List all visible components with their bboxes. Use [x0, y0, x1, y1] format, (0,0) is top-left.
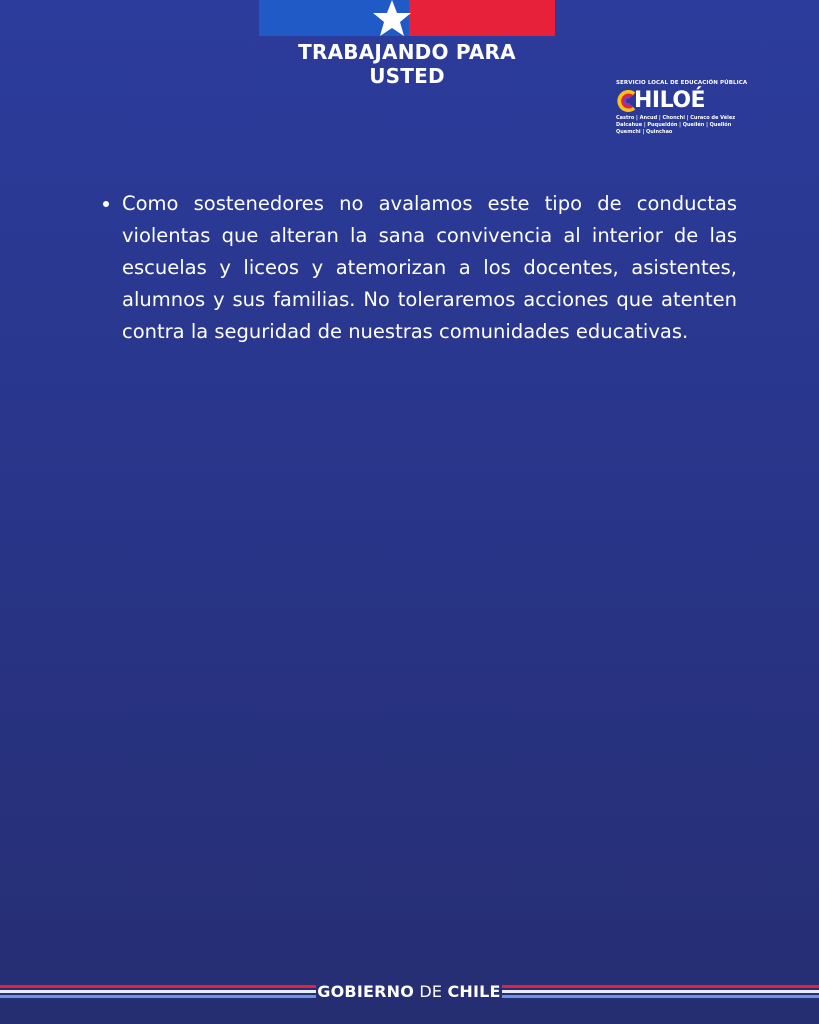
statement-content: [100, 188, 737, 348]
logo-main: [616, 88, 746, 114]
chile-flag-icon: [259, 0, 555, 36]
footer-stripes-right: [502, 985, 819, 997]
logo-wordmark: HILOÉ: [634, 88, 706, 113]
star-icon: [372, 0, 412, 38]
flag-red-field: [409, 0, 555, 36]
statement-list: [100, 188, 737, 348]
footer-stripes-left: [0, 985, 316, 997]
footer-gobierno-de-chile: [316, 982, 502, 1001]
footer-word-chile: CHILE: [447, 982, 501, 1001]
page-tagline: TRABAJANDO PARA USTED: [298, 40, 516, 88]
footer-word-de: DE: [419, 982, 443, 1001]
statement-paragraph: • Como sostenedores no avalamos este tipo de conductas violentas que alteran la sana convivencia al interior de las escuelas y liceos y atemorizan a los docentes, asistentes, alumnos y sus familias. No toleraremos acciones que atenten contra la seguridad de nuestras comunidades educativas.: [122, 188, 737, 348]
slep-chiloe-logo: [616, 80, 746, 136]
logo-communes: Castro | Ancud | Chonchi | Curaco de Vélez Dalcahue | Puqueldón | Queilén | Quellón Quemchi | Quinchao: [616, 115, 736, 135]
flag-blue-field: [259, 0, 409, 36]
footer-word-gobierno: GOBIERNO: [317, 982, 415, 1001]
logo-top-line: SERVICIO LOCAL DE EDUCACIÓN PÚBLICA: [616, 80, 748, 86]
